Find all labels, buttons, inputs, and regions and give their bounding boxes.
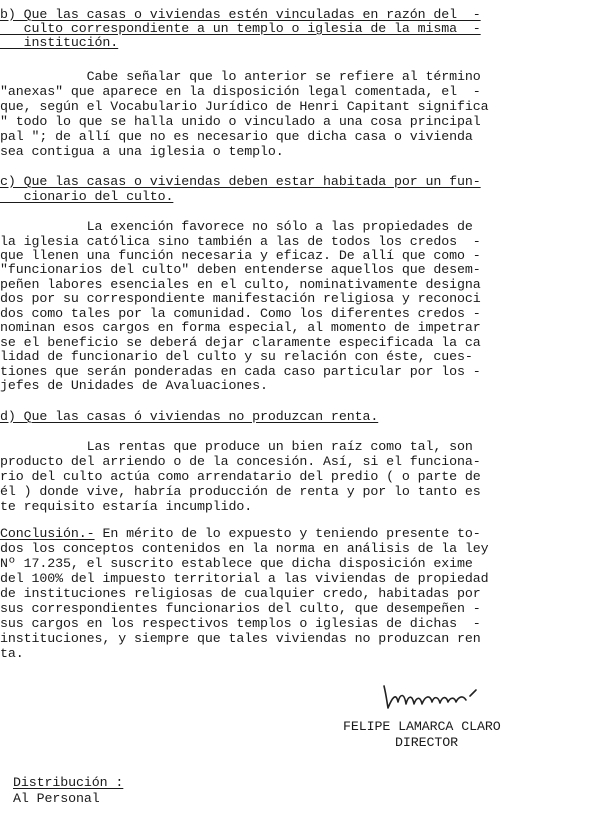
section-b-paragraph-line-3: que, según el Vocabulario Jurídico de Henri Capitant significa bbox=[0, 99, 489, 114]
signatory-name: FELIPE LAMARCA CLARO bbox=[343, 719, 501, 734]
conclusion-label: Conclusión.- bbox=[0, 526, 95, 541]
section-d-paragraph-line-3: rio del culto actúa como arrendatario del predio ( o parte de bbox=[0, 469, 481, 484]
section-c-heading-line-2: cionario del culto. bbox=[0, 189, 174, 204]
section-d-paragraph-line-4: él ) donde vive, habría producción de renta y por lo tanto es bbox=[0, 484, 481, 499]
conclusion-line-3: Nº 17.235, el suscrito establece que dicha disposición exime bbox=[0, 556, 473, 571]
section-b-heading-line-2: culto correspondiente a un templo o iglesia de la misma - bbox=[0, 21, 481, 36]
section-b-paragraph-line-1: Cabe señalar que lo anterior se refiere al término bbox=[0, 69, 481, 84]
conclusion-line-6: sus correspondientes funcionarios del culto, que desempeñen - bbox=[0, 601, 481, 616]
section-c-paragraph-line-11: tiones que serán ponderadas en cada caso particular por los - bbox=[0, 364, 481, 379]
signatory-title: DIRECTOR bbox=[395, 735, 459, 750]
section-c-paragraph-line-3: que llenen una función necesaria y eficaz. De allí que como - bbox=[0, 248, 481, 263]
section-c-paragraph-line-7: dos como tales por la comunidad. Como los diferentes credos - bbox=[0, 306, 481, 321]
conclusion-first-line-text: En mérito de lo expuesto y teniendo presente to- bbox=[94, 526, 481, 541]
section-d-paragraph-line-5: te requisito estaría incumplido. bbox=[0, 499, 253, 514]
section-c-heading-line-1: c) Que las casas o viviendas deben estar habitada por un fun- bbox=[0, 174, 481, 189]
conclusion-line-5: de instituciones religiosas de cualquier credo, habitadas por bbox=[0, 586, 481, 601]
section-c-paragraph-line-2: la iglesia católica sino también a las de todos los credos - bbox=[0, 234, 481, 249]
conclusion-line-1 bbox=[0, 527, 591, 541]
conclusion-line-4: del 100% del impuesto territorial a las viviendas de propiedad bbox=[0, 571, 489, 586]
section-d-paragraph-line-1: Las rentas que produce un bien raíz como tal, son bbox=[0, 439, 473, 454]
conclusion-line-7: sus cargos en los respectivos templos o iglesias de dichas - bbox=[0, 616, 481, 631]
section-c-paragraph-line-4: "funcionarios del culto" deben entenderse aquellos que desem- bbox=[0, 262, 481, 277]
distribution-recipient: Al Personal bbox=[13, 791, 100, 806]
section-c-paragraph-line-5: peñen labores esenciales en el culto, nominativamente designa bbox=[0, 277, 481, 292]
section-c-paragraph-line-8: nominan esos cargos en forma especial, al momento de impetrar bbox=[0, 320, 481, 335]
section-d-paragraph-line-2: producto del arriendo o de la concesión. Así, si el funciona- bbox=[0, 454, 481, 469]
conclusion-line-2: dos los conceptos contenidos en la norma en análisis de la ley bbox=[0, 541, 489, 556]
section-b-paragraph-line-6: sea contigua a una iglesia o templo. bbox=[0, 144, 284, 159]
section-c-paragraph-line-9: se el beneficio se deberá dejar claramente especificada la ca bbox=[0, 335, 481, 350]
section-b-paragraph-line-5: pal "; de allí que no es necesario que dicha casa o vivienda bbox=[0, 129, 473, 144]
conclusion-line-8: instituciones, y siempre que tales viviendas no produzcan ren bbox=[0, 631, 481, 646]
distribution-label: Distribución : bbox=[13, 775, 124, 790]
section-c-paragraph-line-10: lidad de funcionario del culto y su relación con éste, cues- bbox=[0, 349, 473, 364]
section-c-paragraph-line-6: dos por su correspondiente manifestación religiosa y reconoci bbox=[0, 291, 481, 306]
handwritten-signature bbox=[378, 680, 518, 714]
section-d-heading: d) Que las casas ó viviendas no produzcan renta. bbox=[0, 409, 379, 424]
section-c-paragraph-line-12: jefes de Unidades de Avaluaciones. bbox=[0, 378, 268, 393]
section-c-paragraph-line-1: La exención favorece no sólo a las propiedades de bbox=[0, 219, 473, 234]
section-b-heading-line-3: institución. bbox=[0, 35, 119, 50]
conclusion-line-9: ta. bbox=[0, 646, 24, 661]
section-b-heading-line-1: b) Que las casas o viviendas estén vinculadas en razón del - bbox=[0, 7, 481, 22]
distribution-line bbox=[13, 776, 313, 790]
section-b-paragraph-line-2: "anexas" que aparece en la disposición legal comentada, el - bbox=[0, 84, 481, 99]
section-b-paragraph-line-4: " todo lo que se halla unido o vinculado a una cosa principal bbox=[0, 114, 481, 129]
